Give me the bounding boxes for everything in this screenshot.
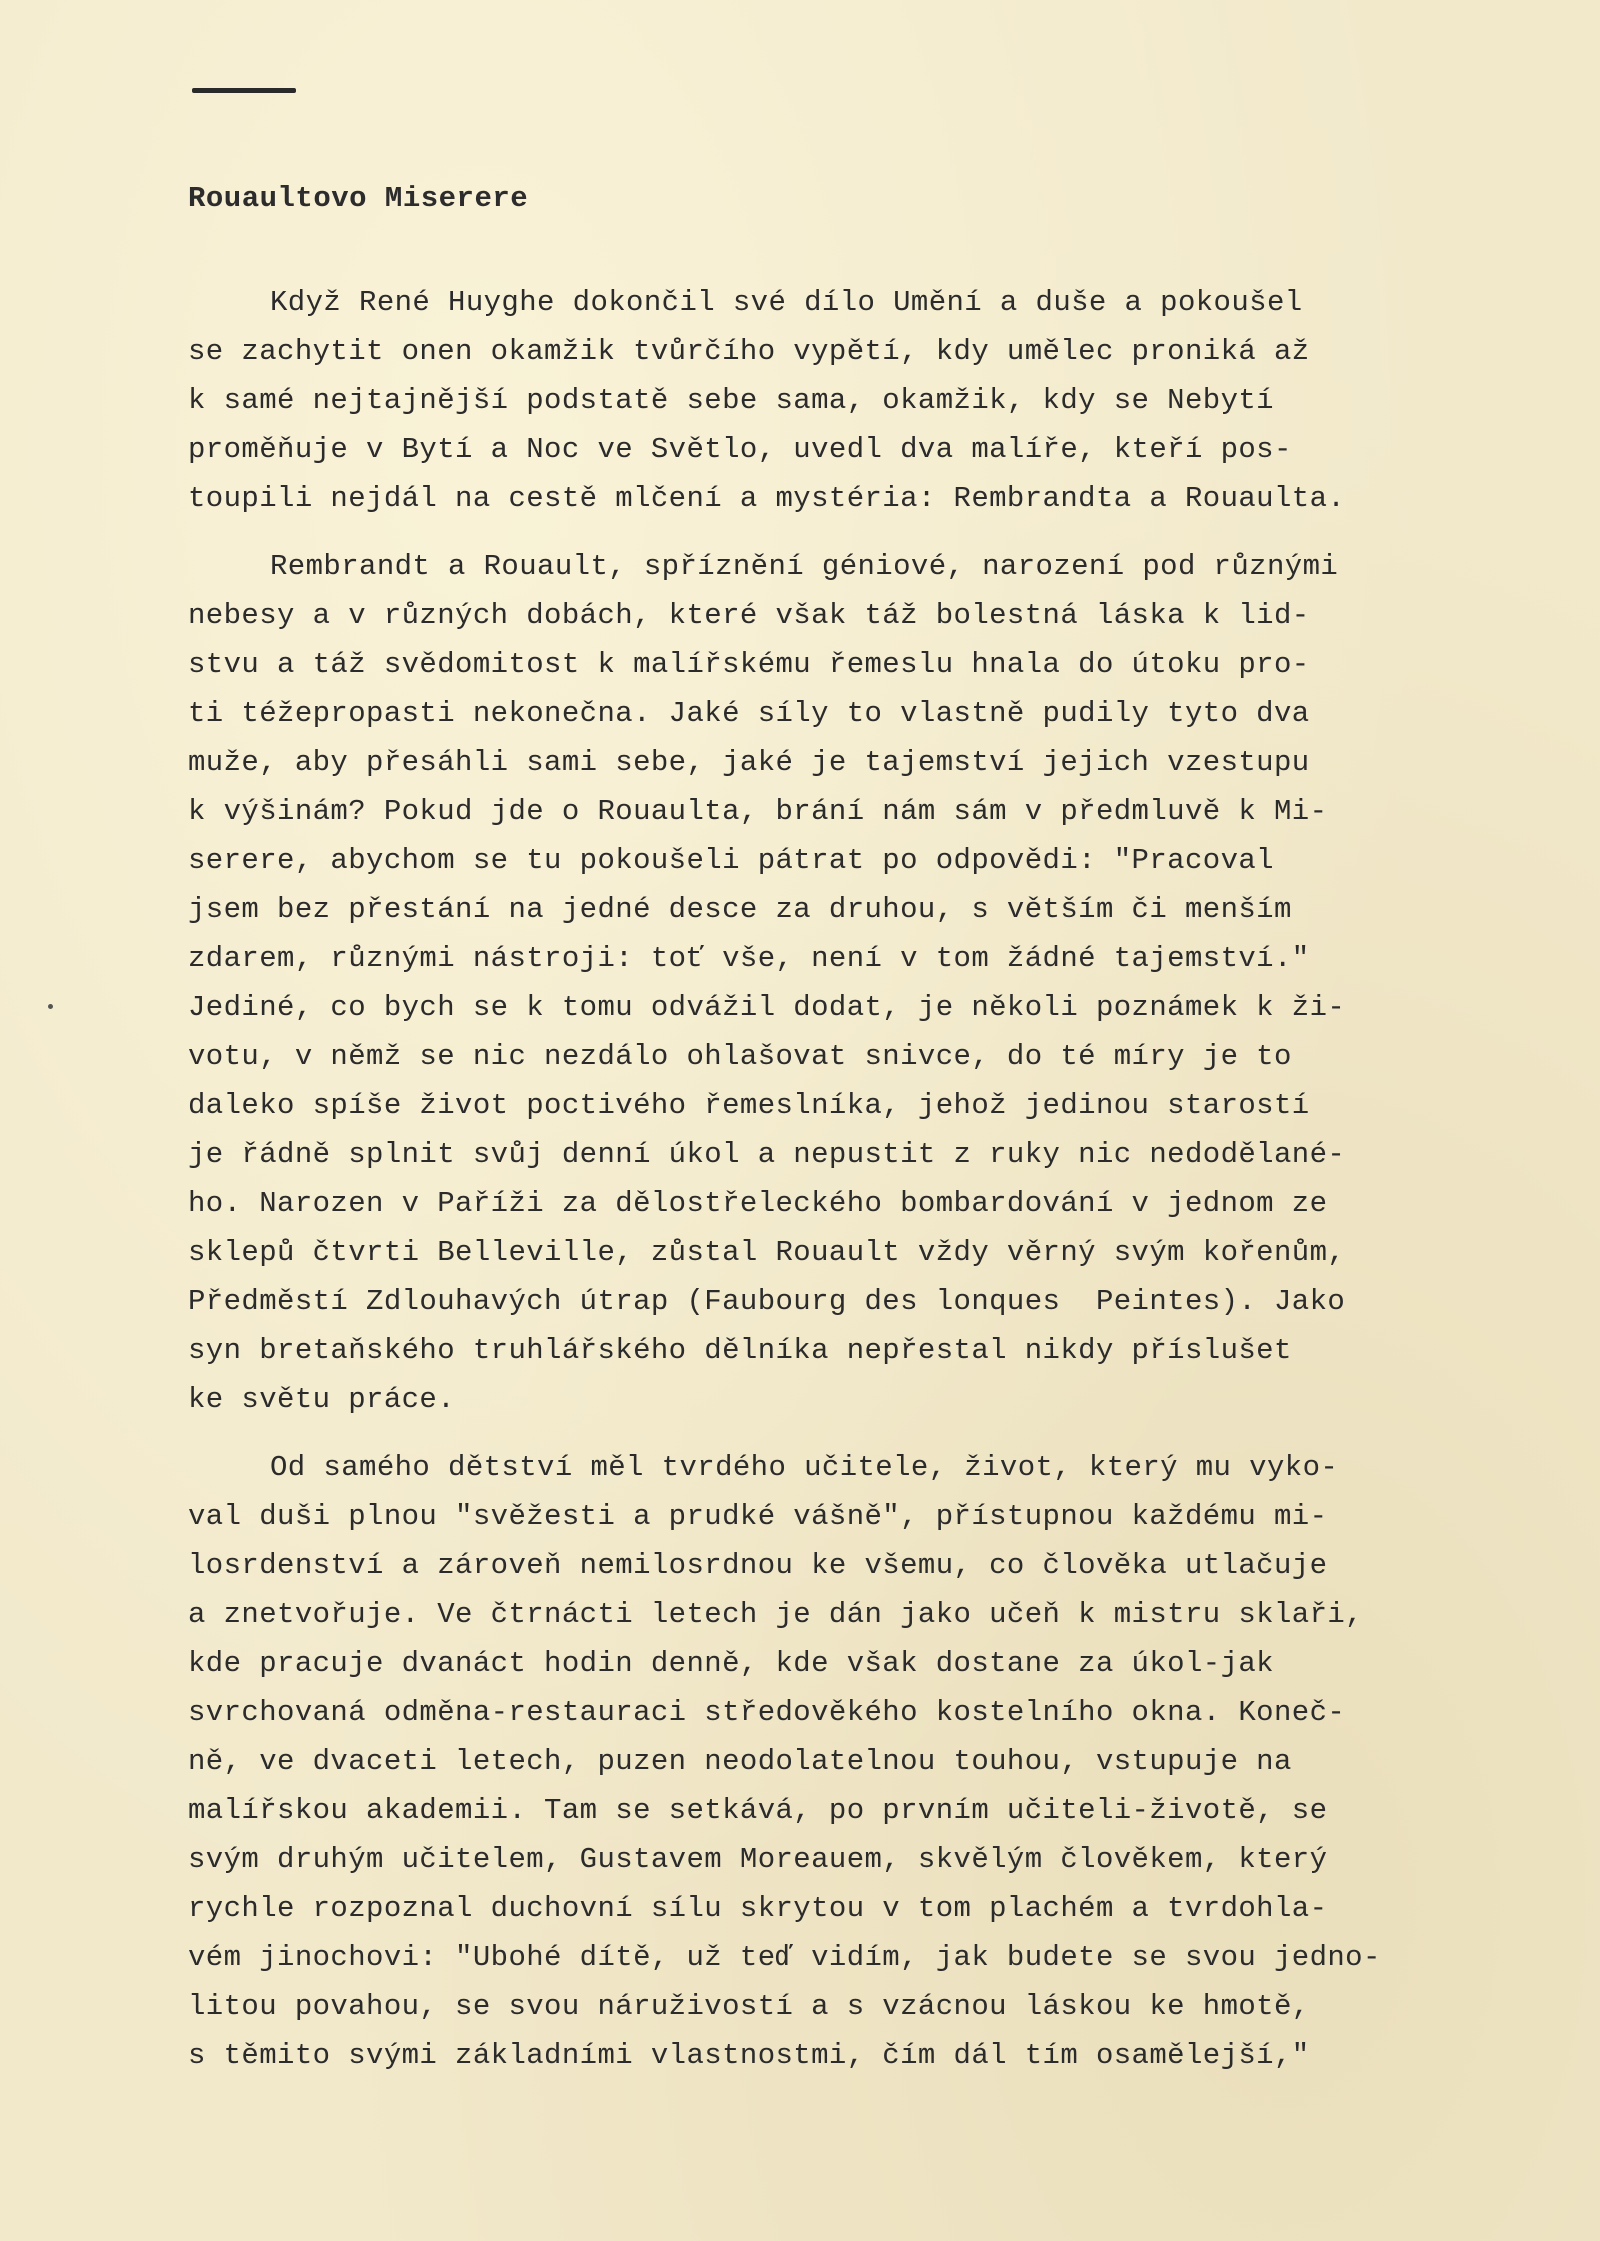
text-line: muže, aby přesáhli sami sebe, jaké je tajemství jejich vzestupu: [188, 746, 1310, 779]
text-line: kde pracuje dvanáct hodin denně, kde však dostane za úkol-jak: [188, 1647, 1274, 1680]
text-line: ně, ve dvaceti letech, puzen neodolatelnou touhou, vstupuje na: [188, 1745, 1292, 1778]
text-line: proměňuje v Bytí a Noc ve Světlo, uvedl dva malíře, kteří pos-: [188, 433, 1292, 466]
text-line: Když René Huyghe dokončil své dílo Umění a duše a pokoušel: [270, 286, 1303, 319]
text-line: ti téžepropasti nekonečna. Jaké síly to vlastně pudily tyto dva: [188, 697, 1310, 730]
text-line: k samé nejtajnější podstatě sebe sama, okamžik, kdy se Nebytí: [188, 384, 1274, 417]
text-line: nebesy a v různých dobách, které však táž bolestná láska k lid-: [188, 599, 1310, 632]
text-line: vém jinochovi: "Ubohé dítě, už teď vidím, jak budete se svou jedno-: [188, 1941, 1381, 1974]
text-line: a znetvořuje. Ve čtrnácti letech je dán jako učeň k mistru sklaři,: [188, 1598, 1363, 1631]
text-line: daleko spíše život poctivého řemeslníka, jehož jedinou starostí: [188, 1089, 1310, 1122]
text-line: Předměstí Zdlouhavých útrap (Faubourg des lonques Peintes). Jako: [188, 1285, 1346, 1318]
text-line: zdarem, různými nástroji: toť vše, není v tom žádné tajemství.": [188, 942, 1310, 975]
text-line: k výšinám? Pokud jde o Rouaulta, brání nám sám v předmluvě k Mi-: [188, 795, 1328, 828]
paragraph-2: [188, 542, 1488, 1424]
text-line: s těmito svými základními vlastnostmi, čím dál tím osamělejší,": [188, 2039, 1310, 2072]
text-line: svrchovaná odměna-restauraci středověkého kostelního okna. Koneč-: [188, 1696, 1346, 1729]
text-line: je řádně splnit svůj denní úkol a nepustit z ruky nic nedodělané-: [188, 1138, 1346, 1171]
text-line: malířskou akademii. Tam se setkává, po prvním učiteli-životě, se: [188, 1794, 1328, 1827]
text-line: ke světu práce.: [188, 1383, 456, 1416]
text-line: ho. Narozen v Paříži za dělostřeleckého bombardování v jednom ze: [188, 1187, 1328, 1220]
text-line: jsem bez přestání na jedné desce za druhou, s větším či menším: [188, 893, 1292, 926]
text-line: toupili nejdál na cestě mlčení a mystéria: Rembrandta a Rouaulta.: [188, 482, 1346, 515]
text-line: serere, abychom se tu pokoušeli pátrat po odpovědi: "Pracoval: [188, 844, 1274, 877]
text-line: val duši plnou "svěžesti a prudké vášně", přístupnou každému mi-: [188, 1500, 1328, 1533]
text-line: votu, v němž se nic nezdálo ohlašovat snivce, do té míry je to: [188, 1040, 1292, 1073]
text-line: Jediné, co bych se k tomu odvážil dodat, je několi poznámek k ži-: [188, 991, 1346, 1024]
text-line: losrdenství a zároveň nemilosrdnou ke všemu, co člověka utlačuje: [188, 1549, 1328, 1582]
text-line: se zachytit onen okamžik tvůrčího vypětí, kdy umělec proniká až: [188, 335, 1310, 368]
paragraph-1: [188, 278, 1488, 523]
text-line: syn bretaňského truhlářského dělníka nepřestal nikdy příslušet: [188, 1334, 1292, 1367]
text-line: stvu a táž svědomitost k malířskému řemeslu hnala do útoku pro-: [188, 648, 1310, 681]
text-line: rychle rozpoznal duchovní sílu skrytou v tom plachém a tvrdohla-: [188, 1892, 1328, 1925]
paragraph-3: [188, 1443, 1488, 2080]
document-title: Rouaultovo Miserere: [188, 182, 529, 215]
document-body: [188, 278, 1488, 2099]
text-line: Rembrandt a Rouault, spříznění géniové, narození pod různými: [270, 550, 1339, 583]
text-line: sklepů čtvrti Belleville, zůstal Rouault vždy věrný svým kořenům,: [188, 1236, 1346, 1269]
top-rule: [192, 88, 296, 93]
text-line: svým druhým učitelem, Gustavem Moreauem, skvělým člověkem, který: [188, 1843, 1328, 1876]
text-line: Od samého dětství měl tvrdého učitele, život, který mu vyko-: [270, 1451, 1339, 1484]
paper-speck: [48, 1004, 53, 1009]
text-line: litou povahou, se svou náruživostí a s vzácnou láskou ke hmotě,: [188, 1990, 1310, 2023]
